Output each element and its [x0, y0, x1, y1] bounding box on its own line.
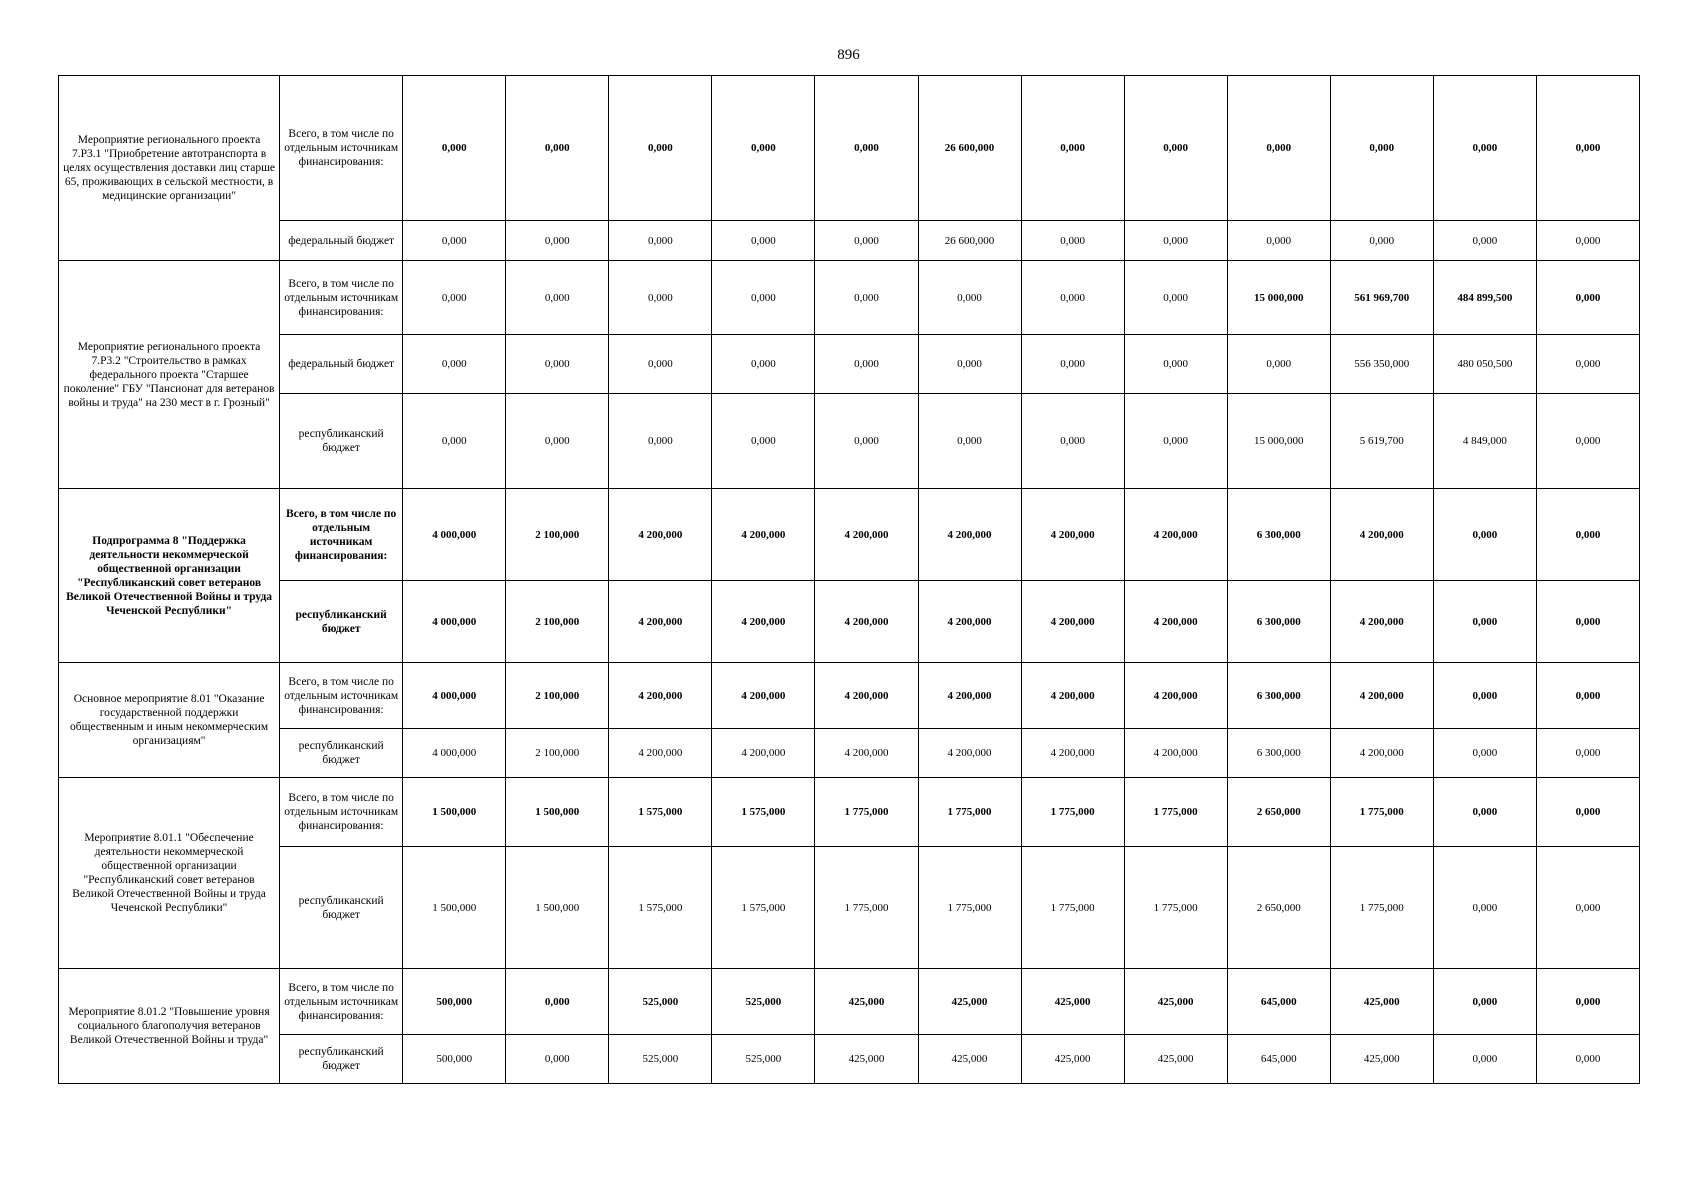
- amount-cell: 15 000,000: [1227, 394, 1330, 489]
- amount-cell: 1 775,000: [1330, 847, 1433, 969]
- amount-cell: 0,000: [609, 335, 712, 394]
- table-row: [59, 729, 1640, 778]
- table-row: [59, 261, 1640, 335]
- amount-cell: 0,000: [1536, 261, 1639, 335]
- amount-cell: 0,000: [1021, 221, 1124, 261]
- amount-cell: 0,000: [1124, 394, 1227, 489]
- amount-cell: 4 200,000: [815, 663, 918, 729]
- amount-cell: 645,000: [1227, 969, 1330, 1035]
- amount-cell: 0,000: [815, 76, 918, 221]
- amount-cell: 425,000: [1330, 969, 1433, 1035]
- amount-cell: 4 200,000: [609, 489, 712, 581]
- amount-cell: 425,000: [815, 969, 918, 1035]
- amount-cell: 6 300,000: [1227, 729, 1330, 778]
- amount-cell: 0,000: [1124, 221, 1227, 261]
- amount-cell: 0,000: [1433, 1035, 1536, 1084]
- amount-cell: 4 200,000: [918, 663, 1021, 729]
- funding-source: Всего, в том числе по отдельным источникам финансирования:: [280, 663, 403, 729]
- table-row: [59, 221, 1640, 261]
- amount-cell: 0,000: [1021, 335, 1124, 394]
- amount-cell: 2 100,000: [506, 729, 609, 778]
- amount-cell: 0,000: [506, 221, 609, 261]
- amount-cell: 1 775,000: [918, 778, 1021, 847]
- amount-cell: 5 619,700: [1330, 394, 1433, 489]
- amount-cell: 0,000: [918, 335, 1021, 394]
- amount-cell: 0,000: [815, 261, 918, 335]
- amount-cell: 2 100,000: [506, 581, 609, 663]
- amount-cell: 4 000,000: [403, 581, 506, 663]
- amount-cell: 4 200,000: [1124, 663, 1227, 729]
- measure-description: Подпрограмма 8 "Поддержка деятельности некоммерческой общественной организации "Республиканский совет ветеранов Великой Отечественной Войны и труда Чеченской Республики": [59, 489, 280, 663]
- amount-cell: 4 200,000: [918, 729, 1021, 778]
- amount-cell: 1 775,000: [1330, 778, 1433, 847]
- amount-cell: 1 500,000: [506, 778, 609, 847]
- amount-cell: 0,000: [1021, 261, 1124, 335]
- amount-cell: 0,000: [403, 261, 506, 335]
- amount-cell: 4 200,000: [1124, 729, 1227, 778]
- amount-cell: 0,000: [1536, 581, 1639, 663]
- amount-cell: 4 200,000: [609, 581, 712, 663]
- amount-cell: 425,000: [1124, 969, 1227, 1035]
- amount-cell: 0,000: [1021, 76, 1124, 221]
- funding-table: [58, 75, 1640, 1084]
- amount-cell: 425,000: [918, 969, 1021, 1035]
- amount-cell: 0,000: [1227, 221, 1330, 261]
- amount-cell: 4 849,000: [1433, 394, 1536, 489]
- amount-cell: 1 775,000: [815, 847, 918, 969]
- amount-cell: 4 200,000: [918, 489, 1021, 581]
- table-row: [59, 335, 1640, 394]
- amount-cell: 1 575,000: [609, 778, 712, 847]
- funding-source: Всего, в том числе по отдельным источникам финансирования:: [280, 76, 403, 221]
- amount-cell: 0,000: [609, 261, 712, 335]
- amount-cell: 480 050,500: [1433, 335, 1536, 394]
- amount-cell: 0,000: [1227, 76, 1330, 221]
- amount-cell: 0,000: [1433, 778, 1536, 847]
- amount-cell: 0,000: [506, 1035, 609, 1084]
- amount-cell: 1 775,000: [1124, 778, 1227, 847]
- amount-cell: 4 200,000: [1021, 489, 1124, 581]
- amount-cell: 0,000: [712, 76, 815, 221]
- funding-source: федеральный бюджет: [280, 335, 403, 394]
- table-row: [59, 394, 1640, 489]
- funding-source: Всего, в том числе по отдельным источникам финансирования:: [280, 489, 403, 581]
- amount-cell: 0,000: [712, 221, 815, 261]
- table-row: [59, 778, 1640, 847]
- amount-cell: 4 200,000: [1330, 489, 1433, 581]
- amount-cell: 0,000: [1433, 969, 1536, 1035]
- amount-cell: 1 500,000: [506, 847, 609, 969]
- funding-source: Всего, в том числе по отдельным источникам финансирования:: [280, 261, 403, 335]
- amount-cell: 525,000: [609, 969, 712, 1035]
- amount-cell: 0,000: [1536, 729, 1639, 778]
- amount-cell: 0,000: [1433, 581, 1536, 663]
- amount-cell: 0,000: [1536, 969, 1639, 1035]
- funding-source: республиканский бюджет: [280, 581, 403, 663]
- amount-cell: 4 200,000: [712, 581, 815, 663]
- amount-cell: 0,000: [712, 394, 815, 489]
- amount-cell: 2 650,000: [1227, 778, 1330, 847]
- amount-cell: 556 350,000: [1330, 335, 1433, 394]
- amount-cell: 484 899,500: [1433, 261, 1536, 335]
- amount-cell: 4 000,000: [403, 489, 506, 581]
- funding-source: федеральный бюджет: [280, 221, 403, 261]
- amount-cell: 0,000: [1021, 394, 1124, 489]
- amount-cell: 0,000: [1536, 663, 1639, 729]
- amount-cell: 4 200,000: [815, 729, 918, 778]
- amount-cell: 1 500,000: [403, 778, 506, 847]
- amount-cell: 0,000: [609, 394, 712, 489]
- amount-cell: 1 500,000: [403, 847, 506, 969]
- amount-cell: 0,000: [1433, 76, 1536, 221]
- amount-cell: 26 600,000: [918, 221, 1021, 261]
- amount-cell: 425,000: [918, 1035, 1021, 1084]
- amount-cell: 1 775,000: [1021, 847, 1124, 969]
- amount-cell: 4 200,000: [609, 663, 712, 729]
- amount-cell: 525,000: [712, 969, 815, 1035]
- amount-cell: 2 100,000: [506, 663, 609, 729]
- amount-cell: 0,000: [609, 76, 712, 221]
- amount-cell: 6 300,000: [1227, 581, 1330, 663]
- amount-cell: 561 969,700: [1330, 261, 1433, 335]
- amount-cell: 0,000: [1330, 76, 1433, 221]
- amount-cell: 525,000: [712, 1035, 815, 1084]
- amount-cell: 525,000: [609, 1035, 712, 1084]
- amount-cell: 0,000: [1433, 489, 1536, 581]
- amount-cell: 500,000: [403, 1035, 506, 1084]
- amount-cell: 0,000: [403, 394, 506, 489]
- amount-cell: 0,000: [403, 221, 506, 261]
- amount-cell: 0,000: [1227, 335, 1330, 394]
- amount-cell: 4 200,000: [1330, 729, 1433, 778]
- amount-cell: 1 775,000: [918, 847, 1021, 969]
- measure-description: Мероприятие регионального проекта 7.P3.1 "Приобретение автотранспорта в целях осуществления доставки лиц старше 65, проживающих в сельской местности, в медицинские организации": [59, 76, 280, 261]
- amount-cell: 645,000: [1227, 1035, 1330, 1084]
- amount-cell: 4 200,000: [1021, 581, 1124, 663]
- amount-cell: 2 100,000: [506, 489, 609, 581]
- measure-description: Мероприятие 8.01.2 "Повышение уровня социального благополучия ветеранов Великой Отечественной Войны и труда": [59, 969, 280, 1084]
- amount-cell: 1 575,000: [712, 847, 815, 969]
- amount-cell: 0,000: [1536, 335, 1639, 394]
- measure-description: Мероприятие регионального проекта 7.P3.2 "Строительство в рамках федерального проекта "Старшее поколение" ГБУ "Пансионат для ветеранов войны и труда" на 230 мест в г. Грозный": [59, 261, 280, 489]
- amount-cell: 425,000: [815, 1035, 918, 1084]
- amount-cell: 0,000: [1536, 847, 1639, 969]
- funding-source: Всего, в том числе по отдельным источникам финансирования:: [280, 778, 403, 847]
- amount-cell: 0,000: [815, 221, 918, 261]
- amount-cell: 1 775,000: [1124, 847, 1227, 969]
- funding-source: республиканский бюджет: [280, 394, 403, 489]
- amount-cell: 4 200,000: [609, 729, 712, 778]
- amount-cell: 500,000: [403, 969, 506, 1035]
- funding-source: республиканский бюджет: [280, 847, 403, 969]
- amount-cell: 425,000: [1124, 1035, 1227, 1084]
- amount-cell: 0,000: [506, 261, 609, 335]
- amount-cell: 0,000: [1536, 778, 1639, 847]
- funding-source: республиканский бюджет: [280, 729, 403, 778]
- measure-description: Основное мероприятие 8.01 "Оказание государственной поддержки общественным и иным некоммерческим организациям": [59, 663, 280, 778]
- amount-cell: 0,000: [506, 335, 609, 394]
- amount-cell: 0,000: [918, 394, 1021, 489]
- amount-cell: 0,000: [506, 969, 609, 1035]
- amount-cell: 0,000: [815, 394, 918, 489]
- amount-cell: 0,000: [1124, 76, 1227, 221]
- amount-cell: 0,000: [918, 261, 1021, 335]
- amount-cell: 4 200,000: [712, 729, 815, 778]
- amount-cell: 4 200,000: [1124, 581, 1227, 663]
- amount-cell: 0,000: [1536, 221, 1639, 261]
- amount-cell: 0,000: [1433, 847, 1536, 969]
- amount-cell: 26 600,000: [918, 76, 1021, 221]
- amount-cell: 6 300,000: [1227, 663, 1330, 729]
- amount-cell: 0,000: [609, 221, 712, 261]
- amount-cell: 425,000: [1021, 969, 1124, 1035]
- amount-cell: 0,000: [1433, 729, 1536, 778]
- amount-cell: 0,000: [1433, 221, 1536, 261]
- amount-cell: 0,000: [403, 76, 506, 221]
- amount-cell: 0,000: [1124, 261, 1227, 335]
- amount-cell: 1 775,000: [815, 778, 918, 847]
- amount-cell: 425,000: [1330, 1035, 1433, 1084]
- amount-cell: 0,000: [1536, 394, 1639, 489]
- amount-cell: 0,000: [1433, 663, 1536, 729]
- amount-cell: 4 200,000: [918, 581, 1021, 663]
- amount-cell: 0,000: [403, 335, 506, 394]
- amount-cell: 0,000: [1124, 335, 1227, 394]
- amount-cell: 0,000: [506, 394, 609, 489]
- amount-cell: 4 200,000: [1330, 581, 1433, 663]
- amount-cell: 0,000: [815, 335, 918, 394]
- amount-cell: 2 650,000: [1227, 847, 1330, 969]
- amount-cell: 4 200,000: [815, 581, 918, 663]
- amount-cell: 0,000: [1536, 1035, 1639, 1084]
- funding-source: республиканский бюджет: [280, 1035, 403, 1084]
- table-row: [59, 489, 1640, 581]
- amount-cell: 425,000: [1021, 1035, 1124, 1084]
- page-number: 896: [837, 47, 860, 63]
- table-row: [59, 847, 1640, 969]
- amount-cell: 6 300,000: [1227, 489, 1330, 581]
- amount-cell: 0,000: [1330, 221, 1433, 261]
- amount-cell: 0,000: [1536, 489, 1639, 581]
- amount-cell: 0,000: [506, 76, 609, 221]
- table-row: [59, 969, 1640, 1035]
- amount-cell: 15 000,000: [1227, 261, 1330, 335]
- table-row: [59, 581, 1640, 663]
- table-row: [59, 76, 1640, 221]
- table-row: [59, 1035, 1640, 1084]
- amount-cell: 4 200,000: [1021, 663, 1124, 729]
- amount-cell: 1 575,000: [609, 847, 712, 969]
- amount-cell: 0,000: [1536, 76, 1639, 221]
- amount-cell: 4 200,000: [1021, 729, 1124, 778]
- table-row: [59, 663, 1640, 729]
- amount-cell: 1 575,000: [712, 778, 815, 847]
- amount-cell: 4 200,000: [1330, 663, 1433, 729]
- amount-cell: 0,000: [712, 261, 815, 335]
- funding-source: Всего, в том числе по отдельным источникам финансирования:: [280, 969, 403, 1035]
- measure-description: Мероприятие 8.01.1 "Обеспечение деятельности некоммерческой общественной организации "Республиканский совет ветеранов Великой Отечественной Войны и труда Чеченской Республики": [59, 778, 280, 969]
- amount-cell: 1 775,000: [1021, 778, 1124, 847]
- amount-cell: 4 200,000: [712, 489, 815, 581]
- amount-cell: 0,000: [712, 335, 815, 394]
- amount-cell: 4 200,000: [815, 489, 918, 581]
- amount-cell: 4 000,000: [403, 729, 506, 778]
- amount-cell: 4 200,000: [712, 663, 815, 729]
- amount-cell: 4 200,000: [1124, 489, 1227, 581]
- amount-cell: 4 000,000: [403, 663, 506, 729]
